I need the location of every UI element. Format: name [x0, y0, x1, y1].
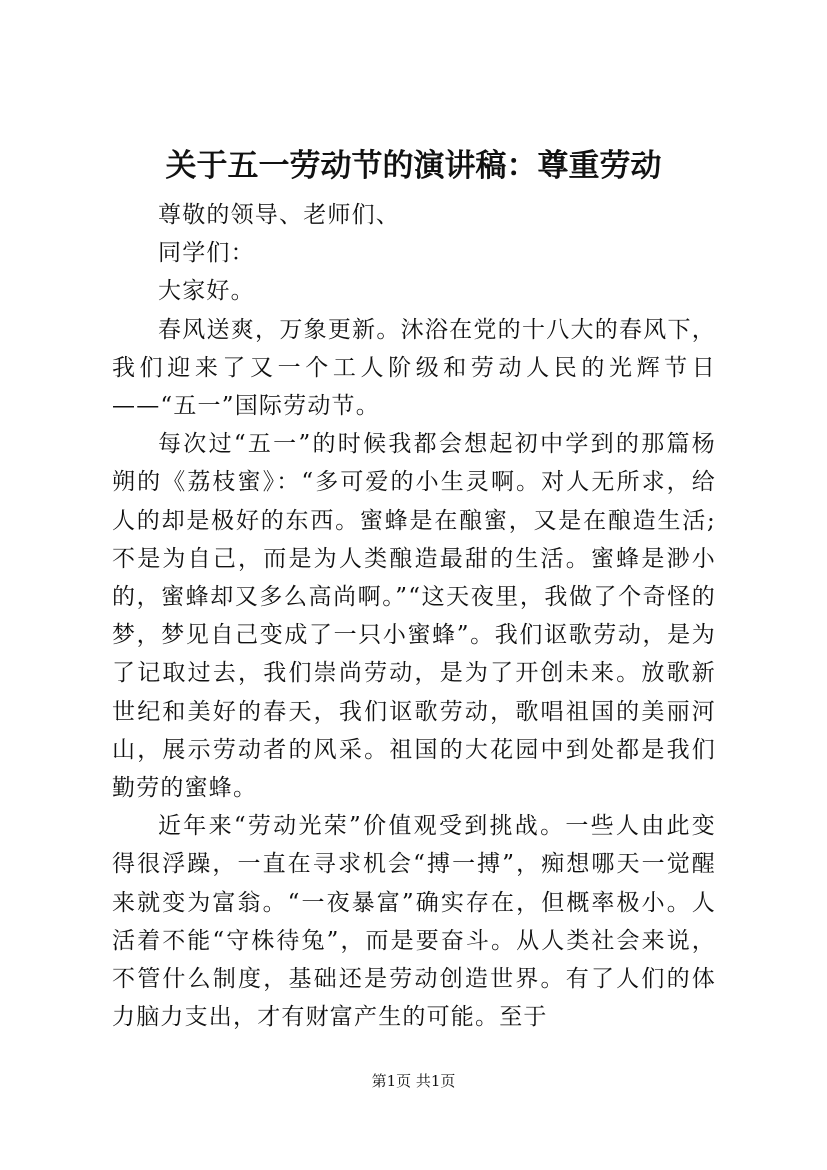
page-footer: 第1页 共1页 [371, 1072, 456, 1090]
paragraph-salutation-2: 同学们： [158, 240, 255, 267]
paragraph-salutation-1: 尊敬的领导、老师们、 [158, 202, 400, 228]
paragraph-2: 每次过“五一”的时候我都会想起初中学到的那篇杨朔的《荔枝蜜》：“多可爱的小生灵啊。对人无所求，给人的却是极好的东西。蜜蜂是在酿蜜，又是在酿造生活;不是为自己，而是为人类酿造最甜的生活。蜜蜂是渺小的，蜜蜂却又多么高尚啊。”“这天夜里，我做了个奇怪的梦，梦见自己变成了一只小蜜蜂”。我们讴歌劳动，是为了记取过去，我们崇尚劳动，是为了开创未来。放歌新世纪和美好的春天，我们讴歌劳动，歌唱祖国的美丽河山，展示劳动者的风采。祖国的大花园中到处都是我们勤劳的蜜蜂。 [112, 431, 716, 802]
paragraph-1: 春风送爽，万象更新。沐浴在党的十八大的春风下，我们迎来了又一个工人阶级和劳动人民的光辉节日——“五一”国际劳动节。 [112, 316, 716, 420]
paragraph-3: 近年来“劳动光荣”价值观受到挑战。一些人由此变得很浮躁，一直在寻求机会“搏一搏”，痴想哪天一觉醒来就变为富翁。“一夜暴富”确实存在，但概率极小。人活着不能“守株待兔”，而是要奋斗。从人类社会来说，不管什么制度，基础还是劳动创造世界。有了人们的体力脑力支出，才有财富产生的可能。至于 [112, 813, 716, 1031]
document-title: 关于五一劳动节的演讲稿：尊重劳动 [165, 148, 662, 184]
document-body [112, 196, 716, 1036]
paragraph-greeting: 大家好。 [158, 278, 255, 305]
